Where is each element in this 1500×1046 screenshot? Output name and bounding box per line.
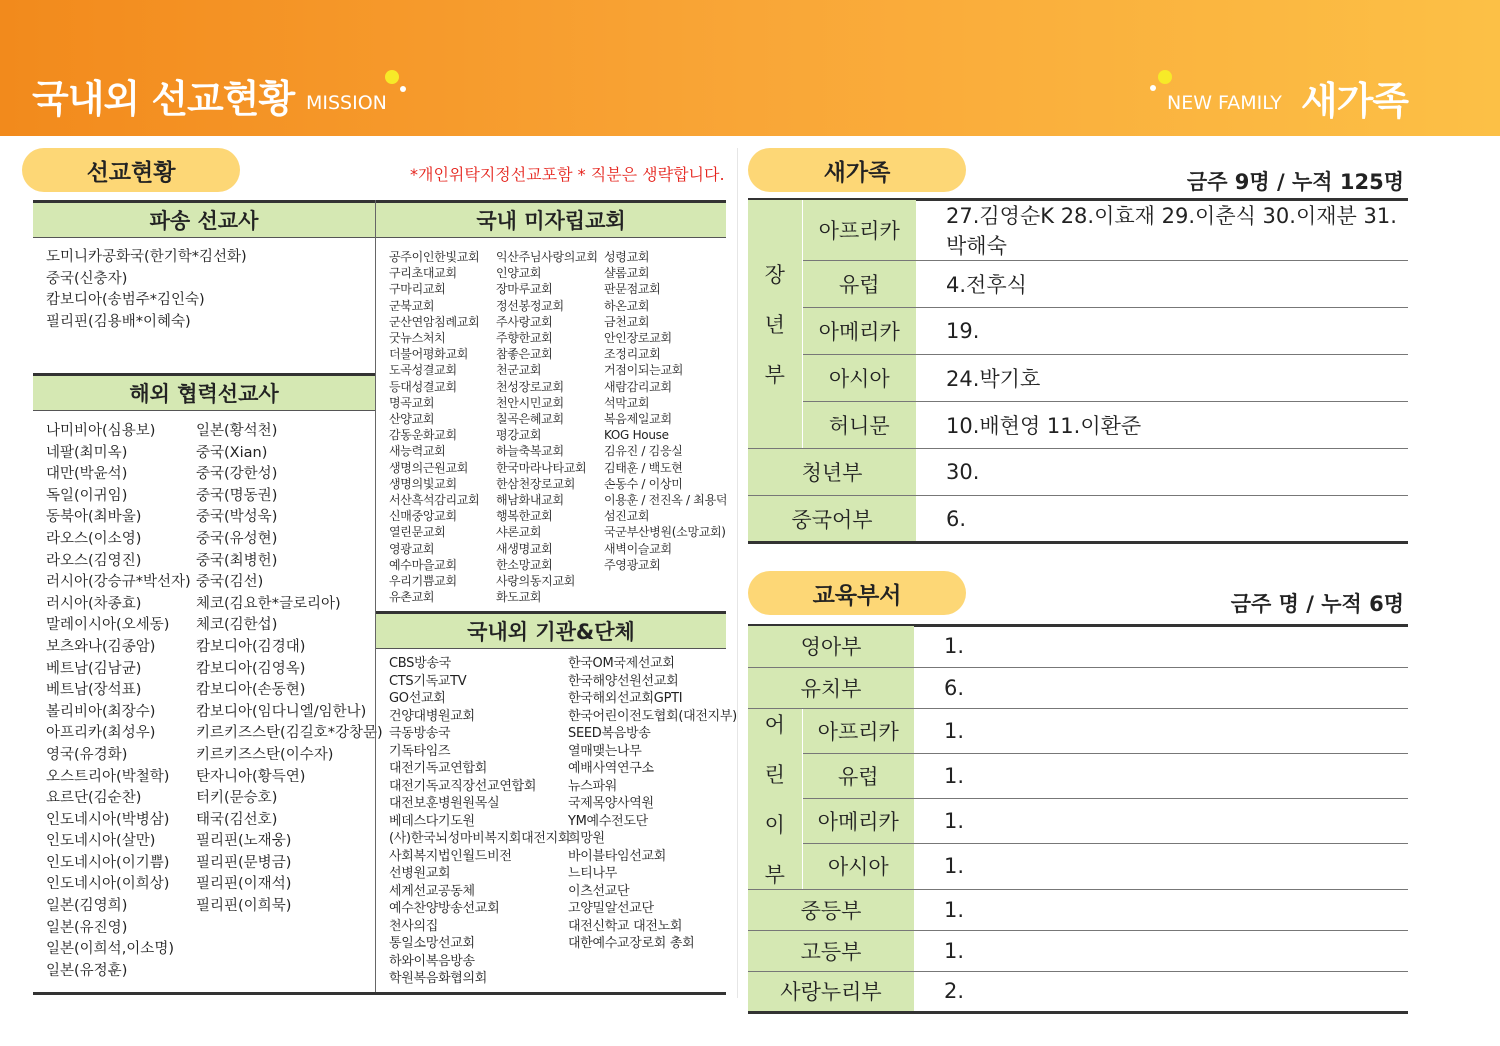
overseas-missionaries-header: 해외 협력선교사 (33, 373, 375, 411)
list-item: 통일소망선교회 (389, 936, 475, 951)
list-item: 태국(김선호) (196, 811, 278, 828)
list-item: 도미니카공화국(한기학*김선화) (46, 249, 247, 265)
list-item: 판문점교회 (604, 282, 661, 297)
list-item: 영국(유경화) (46, 746, 128, 763)
list-item: 복음제일교회 (604, 412, 672, 427)
list-item: 명곡교회 (389, 395, 435, 410)
list-item: 대전신학교 대전노회 (568, 918, 683, 934)
list-item: 행복한교회 (496, 509, 553, 524)
list-item: 캄보디아(김경대) (196, 638, 306, 655)
list-item: 화도교회 (496, 590, 542, 605)
list-item: 필리핀(이희묵) (196, 898, 292, 915)
table-row (748, 799, 1408, 844)
list-item: 한국해양선원선교회 (568, 673, 679, 689)
list-item: 생명의빛교회 (389, 476, 457, 491)
list-item: 참좋은교회 (496, 347, 553, 362)
list-item: 캄보디아(임다니엘/임한나) (196, 703, 367, 720)
list-item: 대한예수교장로회 총회 (568, 936, 695, 951)
list-item: 굿뉴스처치 (389, 331, 446, 346)
list-item: 볼리비아(최장수) (46, 703, 156, 720)
group-label-char: 년 (764, 313, 785, 337)
list-item: 열매맺는나무 (568, 743, 642, 759)
list-item: 서산흑석감리교회 (389, 493, 480, 508)
list-item: 장마루교회 (496, 282, 553, 297)
row-value: 24.박기호 (916, 355, 1408, 402)
group-label-char: 부 (764, 862, 785, 887)
table-row (748, 971, 1408, 1012)
education-table (748, 626, 1408, 1014)
table-row (748, 930, 1408, 971)
row-value: 6. (914, 667, 1408, 708)
decor-dot-icon (1158, 70, 1172, 84)
list-item: 학원복음화협의회 (389, 971, 488, 986)
row-value: 1. (914, 889, 1408, 930)
row-value: 1. (914, 930, 1408, 971)
list-item: 고양밀알선교단 (568, 901, 654, 916)
decor-dot-icon (1150, 85, 1156, 91)
group-label-char: 이 (764, 812, 785, 837)
list-item: 러시아(강승규*박선자) (46, 574, 191, 591)
group-label (748, 200, 802, 449)
decor-dot-icon (400, 86, 406, 92)
education-pill: 교육부서 (748, 571, 966, 615)
list-item: 캄보디아(손동현) (196, 682, 306, 699)
table-row (748, 626, 1408, 667)
list-item: 라오스(김영진) (46, 552, 142, 569)
row-label: 영아부 (748, 626, 914, 667)
list-item: 필리핀(문병금) (196, 854, 292, 871)
row-label: 고등부 (748, 930, 914, 971)
table-row (748, 753, 1408, 798)
list-item: 새생명교회 (496, 541, 553, 556)
group-label-char: 부 (764, 363, 785, 387)
list-item: 중국(최병헌) (196, 552, 278, 569)
list-item: 군북교회 (389, 298, 435, 313)
row-value: 4.전후식 (916, 261, 1408, 308)
row-label: 아시아 (802, 355, 916, 402)
table-row (748, 496, 1408, 543)
list-item: 인도네시아(살만) (46, 833, 156, 850)
table-row (748, 308, 1408, 355)
list-item: 체코(김요한*글로리아) (196, 595, 341, 612)
row-label: 중국어부 (748, 496, 916, 543)
list-item: 샤론교회 (496, 525, 542, 540)
list-item: 동북아(최바울) (46, 509, 142, 526)
header-subtitle-newfamily: NEW FAMILY (1167, 92, 1282, 114)
list-item: 예배사역연구소 (568, 761, 654, 776)
list-item: 필리핀(노재웅) (196, 833, 292, 850)
list-item: 신매중앙교회 (389, 509, 457, 524)
list-item: 중국(강한성) (196, 466, 278, 483)
domestic-list-col1 (389, 249, 479, 605)
list-item: 주향한교회 (496, 331, 553, 346)
table-row (748, 667, 1408, 708)
domestic-list-col3 (604, 249, 727, 573)
list-item: 예수찬양방송선교회 (389, 901, 500, 916)
row-value: 1. (914, 708, 1408, 753)
list-item: 성령교회 (604, 250, 650, 264)
list-item: 유촌교회 (389, 590, 435, 605)
list-item: 정선봉정교회 (496, 298, 564, 313)
list-item: 중국(유성현) (196, 530, 278, 547)
page-divider (737, 148, 738, 998)
row-label: 허니문 (802, 402, 916, 449)
list-item: 천군교회 (496, 363, 542, 378)
list-item: 익산주님사랑의교회 (496, 250, 598, 264)
row-label: 유럽 (802, 261, 916, 308)
list-item: 사랑의동지교회 (496, 574, 576, 589)
list-item: 일본(김영희) (46, 898, 128, 915)
list-item: 인도네시아(박병삼) (46, 811, 170, 828)
list-item: 사회복지법인월드비전 (389, 848, 512, 864)
list-item: 국군부산병원(소망교회) (604, 525, 726, 540)
row-value: 1. (914, 799, 1408, 844)
list-item: 오스트리아(박철학) (46, 768, 170, 785)
list-item: 등대성결교회 (389, 379, 457, 394)
list-item: (사)한국뇌성마비복지회대전지회 (389, 831, 571, 846)
list-item: 탄자니아(황득연) (196, 768, 306, 785)
list-item: 구리초대교회 (389, 266, 457, 281)
row-value: 10.배현영 11.이환준 (916, 402, 1408, 449)
list-item: 체코(김한섭) (196, 617, 278, 634)
list-item: 말레이시아(오세동) (46, 617, 170, 634)
list-item: 공주이인한빛교회 (389, 250, 480, 264)
list-item: KOG House (604, 428, 669, 443)
list-item: 한국마라나타교회 (496, 460, 587, 475)
newfamily-pill: 새가족 (748, 148, 966, 192)
table-row (748, 200, 1408, 261)
table-row (748, 449, 1408, 496)
list-item: 하와이복음방송 (389, 953, 475, 969)
list-item: 러시아(차종효) (46, 595, 142, 612)
dispatched-missionaries-header: 파송 선교사 (33, 200, 375, 238)
list-item: 새람감리교회 (604, 379, 672, 394)
table-row (748, 889, 1408, 930)
mission-status-pill: 선교현황 (22, 148, 240, 192)
domestic-churches-header: 국내 미자립교회 (376, 200, 726, 238)
list-item: 극동방송국 (389, 726, 451, 741)
list-item: 석막교회 (604, 395, 650, 410)
newfamily-summary: 금주 9명 / 누적 125명 (1186, 170, 1404, 194)
row-value: 30. (916, 449, 1408, 496)
list-item: 이용훈 / 전진옥 / 최용덕 (604, 493, 728, 508)
list-item: 키르키즈스탄(김길호*강창문) (196, 725, 383, 742)
row-label: 아프리카 (802, 200, 916, 261)
list-item: 캄보디아(송범주*김인숙) (46, 292, 205, 309)
list-item: SEED복음방송 (568, 726, 651, 741)
list-item: 감동운화교회 (389, 428, 457, 443)
row-value: 1. (914, 844, 1408, 889)
list-item: 필리핀(김용배*이혜숙) (46, 313, 191, 330)
list-item: 베데스다기도원 (389, 813, 475, 829)
list-item: 중국(박성욱) (196, 509, 278, 526)
list-item: 중국(신충자) (46, 270, 128, 287)
list-item: 인도네시아(이기쁨) (46, 854, 170, 871)
list-item: 이츠선교단 (568, 883, 630, 899)
list-item: 캄보디아(김영옥) (196, 660, 306, 677)
list-item: 필리핀(이재석) (196, 876, 292, 893)
list-item: 예수마을교회 (389, 557, 457, 572)
list-item: 새벽이슬교회 (604, 541, 672, 556)
row-label: 사랑누리부 (748, 971, 914, 1012)
header-subtitle-mission: MISSION (306, 92, 387, 114)
table-row (748, 261, 1408, 308)
list-item: 주사랑교회 (496, 314, 553, 329)
list-item: 선병원교회 (389, 866, 451, 881)
list-item: 베트남(김남균) (46, 660, 142, 677)
list-item: 베트남(장석표) (46, 682, 142, 699)
list-item: 대전기독교직장선교연합회 (389, 778, 537, 794)
mission-note: *개인위탁지정선교포함 * 직분은 생략합니다. (410, 165, 725, 184)
organizations-list-col2 (568, 655, 737, 953)
row-label: 유치부 (748, 667, 914, 708)
row-label: 아시아 (802, 844, 914, 889)
row-label: 유럽 (802, 753, 914, 798)
list-item: CBS방송국 (389, 656, 451, 671)
list-item: 도곡성결교회 (389, 363, 457, 378)
group-label-char: 장 (764, 263, 785, 287)
header-title-newfamily: 새가족 (1300, 79, 1408, 123)
list-item: 생명의근원교회 (389, 460, 469, 475)
list-item: 키르키즈스탄(이수자) (196, 746, 334, 763)
list-item: 대만(박윤석) (46, 466, 128, 483)
list-item: 일본(이희석,이소명) (46, 941, 174, 958)
list-item: 열린문교회 (389, 525, 446, 540)
overseas-list-col2 (196, 421, 383, 918)
list-item: 나미비아(심용보) (46, 423, 156, 439)
list-item: 우리기쁨교회 (389, 574, 457, 589)
education-summary: 금주 명 / 누적 6명 (1230, 592, 1404, 616)
list-item: 하온교회 (604, 298, 650, 313)
list-item: 한국어린이전도협회(대전지부) (568, 708, 737, 724)
list-item: 김태훈 / 백도현 (604, 460, 683, 475)
list-item: 천사의집 (389, 918, 439, 934)
list-item: 안인장로교회 (604, 331, 672, 346)
list-item: 일본(황석천) (196, 423, 278, 439)
list-item: 주영광교회 (604, 557, 661, 572)
list-item: 해남화내교회 (496, 493, 564, 508)
group-label-char: 어 (764, 712, 785, 737)
mission-bottom-rule (33, 992, 726, 995)
list-item: 보츠와나(김종암) (46, 638, 156, 655)
list-item: 대전기독교연합회 (389, 761, 488, 776)
list-item: 칠곡은혜교회 (496, 412, 564, 427)
list-item: 터키(문승호) (196, 790, 278, 807)
column-divider (375, 200, 376, 994)
row-label: 아메리카 (802, 308, 916, 355)
list-item: 일본(유진영) (46, 919, 128, 936)
list-item: 뉴스파워 (568, 778, 618, 794)
organizations-list-col1 (389, 655, 570, 988)
row-value: 1. (914, 753, 1408, 798)
list-item: 건양대병원교회 (389, 708, 475, 724)
row-value: 1. (914, 626, 1408, 667)
list-item: 한국OM국제선교회 (568, 656, 675, 671)
list-item: 금천교회 (604, 314, 650, 329)
row-label: 아프리카 (802, 708, 914, 753)
decor-dot-icon (385, 70, 399, 84)
list-item: 라오스(이소영) (46, 530, 142, 547)
list-item: 구마리교회 (389, 282, 446, 297)
list-item: 아프리카(최성우) (46, 725, 156, 742)
table-row (748, 844, 1408, 889)
list-item: CTS기독교TV (389, 673, 467, 689)
row-label: 중등부 (748, 889, 914, 930)
list-item: 산양교회 (389, 412, 435, 427)
list-item: 국제목양사역원 (568, 796, 654, 811)
list-item: GO선교회 (389, 691, 446, 706)
list-item: 평강교회 (496, 428, 542, 443)
row-value: 19. (916, 308, 1408, 355)
list-item: 세계선교공동체 (389, 883, 475, 899)
list-item: 한소망교회 (496, 557, 553, 572)
table-row (748, 402, 1408, 449)
group-label-char: 린 (764, 762, 785, 787)
list-item: 한삼천장로교회 (496, 476, 576, 491)
table-row (748, 708, 1408, 753)
list-item: 천성장로교회 (496, 379, 564, 394)
list-item: 독일(이귀임) (46, 487, 128, 504)
group-label (748, 708, 802, 889)
row-value: 2. (914, 971, 1408, 1012)
list-item: 섬진교회 (604, 509, 650, 524)
list-item: 거점이되는교회 (604, 363, 684, 378)
list-item: 기독타임즈 (389, 743, 451, 759)
list-item: 김유진 / 김응실 (604, 444, 683, 459)
overseas-list-col1 (46, 421, 191, 982)
list-item: 대전보훈병원원목실 (389, 796, 500, 811)
list-item: 하늘축복교회 (496, 444, 564, 459)
list-item: 영광교회 (389, 541, 435, 556)
list-item: 천안시민교회 (496, 395, 564, 410)
list-item: 인도네시아(이희상) (46, 876, 170, 893)
list-item: 중국(Xian) (196, 444, 268, 461)
list-item: 희망원 (568, 831, 605, 846)
list-item: 중국(명동권) (196, 487, 278, 504)
list-item: 일본(유정훈) (46, 962, 128, 979)
table-row (748, 355, 1408, 402)
list-item: 인양교회 (496, 266, 542, 281)
list-item: 조정리교회 (604, 347, 661, 362)
list-item: 군산연암침례교회 (389, 314, 480, 329)
row-value: 6. (916, 496, 1408, 543)
organizations-header: 국내외 기관&단체 (376, 611, 726, 649)
header-title-mission: 국내외 선교현황 (32, 77, 295, 121)
dispatched-list (46, 247, 247, 333)
list-item: 새능력교회 (389, 444, 446, 459)
list-item: 바이블타임선교회 (568, 848, 667, 864)
list-item: 느티나무 (568, 866, 618, 881)
list-item: 중국(김선) (196, 574, 264, 591)
row-label: 청년부 (748, 449, 916, 496)
list-item: 한국해외선교회GPTI (568, 691, 683, 706)
list-item: 더불어평화교회 (389, 347, 469, 362)
list-item: 요르단(김순찬) (46, 790, 142, 807)
domestic-list-col2 (496, 249, 598, 605)
row-label: 아메리카 (802, 799, 914, 844)
list-item: 손동수 / 이상미 (604, 476, 683, 491)
list-item: YM예수전도단 (568, 813, 648, 829)
row-value: 27.김영순K 28.이효재 29.이춘식 30.이재분 31.박해숙 (916, 200, 1408, 261)
newfamily-table (748, 200, 1408, 544)
list-item: 샬롬교회 (604, 266, 650, 281)
list-item: 네팔(최미옥) (46, 444, 128, 461)
page-header (0, 0, 1500, 136)
